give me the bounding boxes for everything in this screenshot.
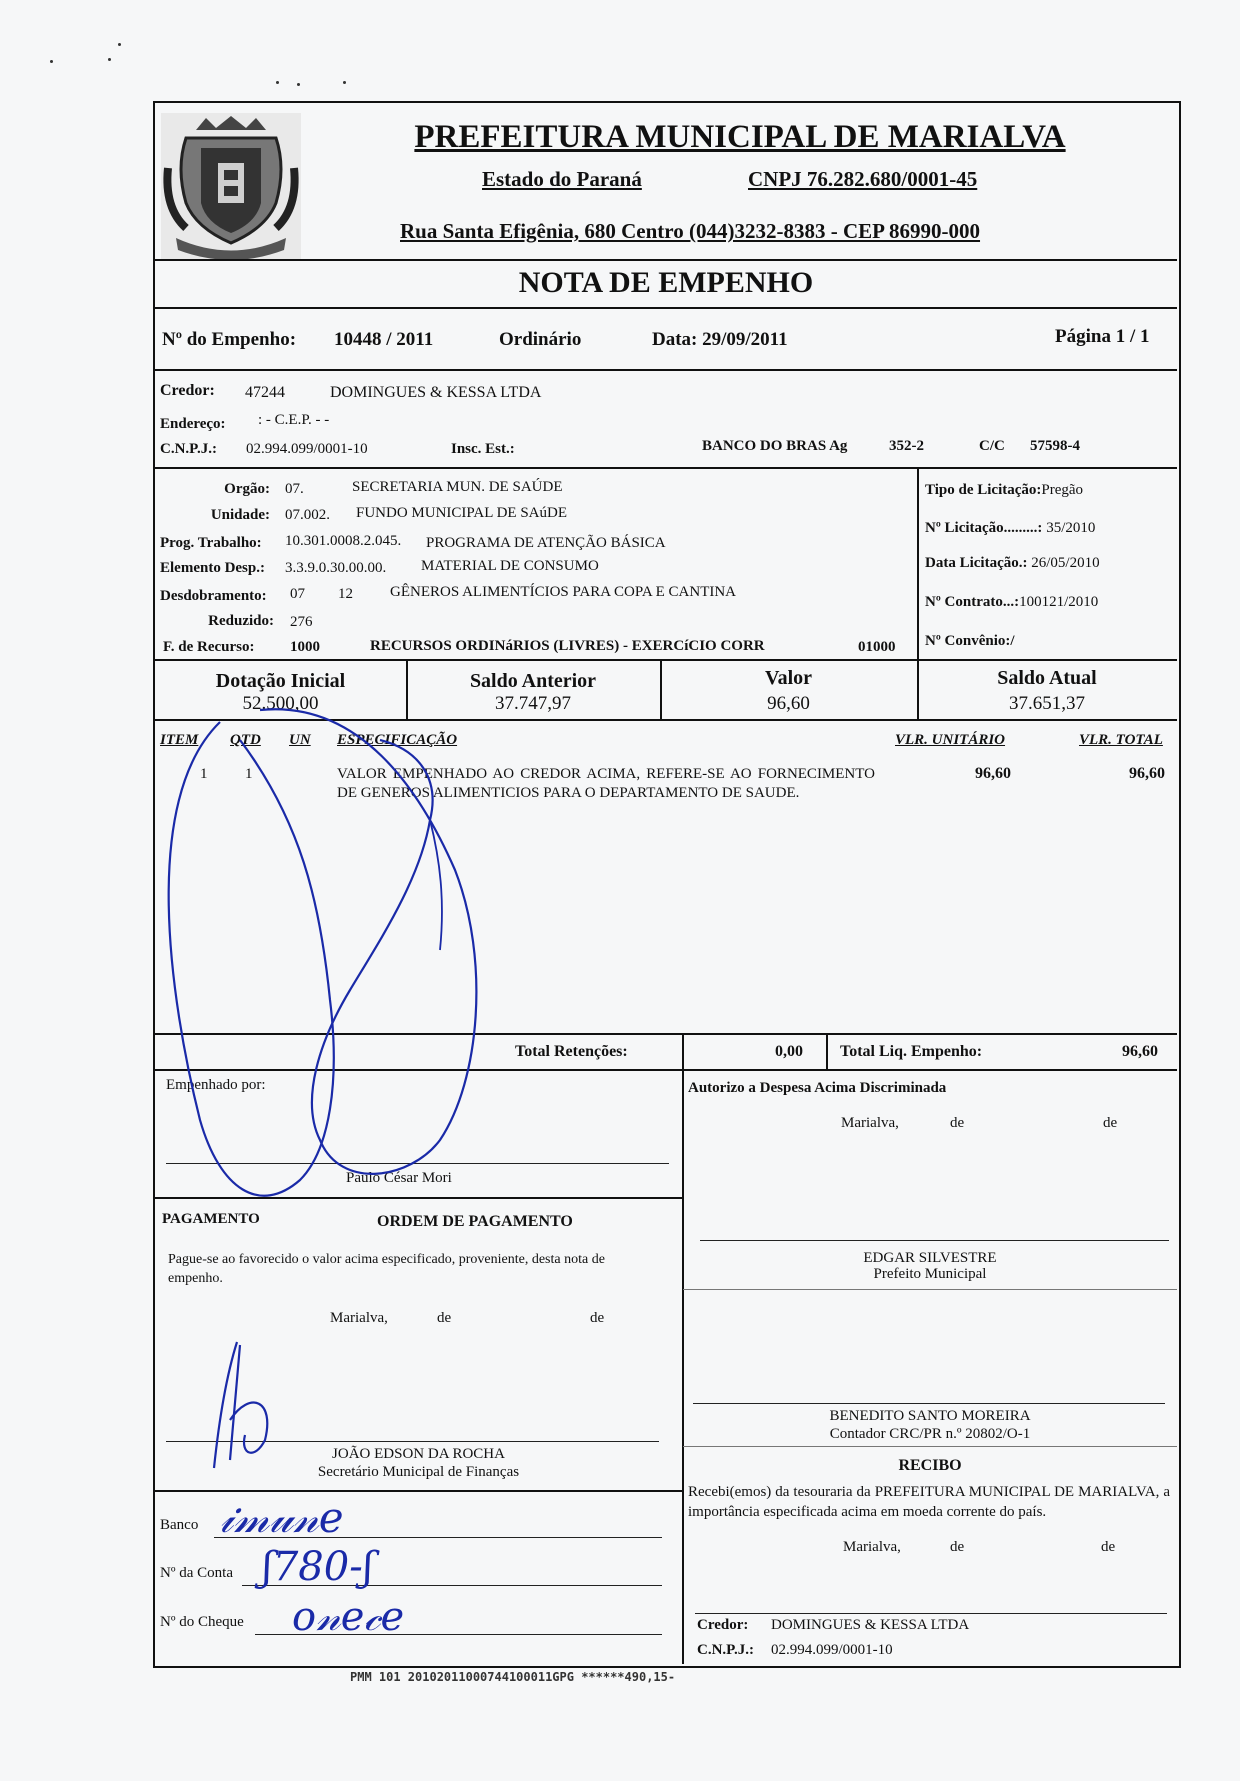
total-liquido-label: Total Liq. Empenho: [840,1043,983,1060]
autorizo-de-1: de [950,1115,965,1131]
conta-label: Nº da Conta [160,1565,233,1581]
column-header-un: UN [289,732,311,748]
empenho-date: Data: 29/09/2011 [652,329,788,350]
recibo-de-1: de [950,1539,965,1555]
dotacao-inicial-label: Dotação Inicial [215,670,346,692]
empenho-type: Ordinário [499,329,582,350]
recibo-cnpj: 02.994.099/0001-10 [771,1642,893,1658]
banco-label: Banco [160,1517,199,1533]
elemento-label: Elemento Desp.: [160,560,265,576]
recibo-text: Recebi(emos) da tesouraria da PREFEITURA MUNICIPAL DE MARIALVA, a importância especificada acima em moeda corrente do país. [688,1484,1170,1520]
secretario-name: JOÃO EDSON DA ROCHA [332,1446,505,1462]
document-title: NOTA DE EMPENHO [518,266,814,299]
pagamento-de-1: de [437,1310,452,1326]
numero-contrato: Nº Contrato...:100121/2010 [925,594,1099,610]
total-retencoes-label: Total Retenções: [515,1043,628,1060]
contador-title: Contador CRC/PR n.º 20802/O-1 [829,1426,1031,1442]
cnpj-label-credor: C.N.P.J.: [160,441,217,457]
footer-code: PMM 101 20102011000744100011GPG ******490,15- [350,1670,676,1684]
account-number: 57598-4 [1030,438,1080,454]
handwritten-account: ʃ780-ʃ [262,1544,374,1590]
saldo-atual-label: Saldo Atual [997,667,1097,689]
recibo-city: Marialva, [843,1539,901,1555]
item-unit-value: 96,60 [975,765,1011,782]
item-total-value: 96,60 [1129,765,1165,782]
cheque-label: Nº do Cheque [160,1614,244,1630]
page-title: PREFEITURA MUNICIPAL DE MARIALVA [414,119,1066,155]
fonte-recurso-label: F. de Recurso: [163,639,255,655]
handwritten-cheque: 𝑜𝓃𝑒𝒸𝑒 [292,1594,405,1640]
elemento-desc: MATERIAL DE CONSUMO [421,558,599,574]
bank-label: BANCO DO BRAS Ag [702,438,848,454]
credor-cnpj: 02.994.099/0001-10 [246,441,368,457]
prog-trabalho-code: 10.301.0008.2.045. [285,533,402,549]
column-header-especificacao: ESPECIFICAÇÃO [337,732,458,748]
endereco-value: : - C.E.P. - - [258,412,330,428]
tipo-licitacao-label: Tipo de Licitação:Pregão [925,482,1084,498]
pagamento-de-2: de [590,1310,605,1326]
unidade-code: 07.002. [285,507,330,523]
unidade-label: Unidade: [210,507,270,523]
account-label: C/C [979,438,1005,454]
pagamento-city: Marialva, [330,1310,388,1326]
orgao-desc: SECRETARIA MUN. DE SAÚDE [352,479,563,495]
recibo-credor-label: Credor: [697,1617,749,1633]
saldo-atual-value: 37.651,37 [1009,693,1085,714]
numero-convenio: Nº Convênio:/ [925,633,1015,649]
recibo-de-2: de [1101,1539,1116,1555]
handwritten-bank: 𝒾𝓂𝓊𝓃𝑒 [220,1493,344,1542]
empenhado-por-label: Empenhado por: [166,1077,266,1093]
total-liquido-value: 96,60 [1122,1043,1158,1060]
unidade-desc: FUNDO MUNICIPAL DE SAúDE [356,505,567,521]
valor-value: 96,60 [767,693,810,714]
empenho-number-label: Nº do Empenho: [162,329,297,350]
autorizo-city: Marialva, [841,1115,899,1131]
reduzido-label: Reduzido: [208,613,274,629]
empenho-number: 10448 / 2011 [334,329,434,350]
item-qtd: 1 [245,766,253,782]
fonte-recurso-code: 1000 [290,639,320,655]
prefeito-title: Prefeito Municipal [873,1266,987,1282]
state-label: Estado do Paraná [482,167,642,191]
desdobramento-desc: GÊNEROS ALIMENTÍCIOS PARA COPA E CANTINA [390,584,737,600]
contador-name: BENEDITO SANTO MOREIRA [829,1408,1031,1424]
item-number: 1 [200,766,208,782]
desdobramento-sub: 12 [338,586,353,602]
desdobramento-code: 07 [290,586,305,602]
insc-est-label: Insc. Est.: [451,441,515,457]
numero-licitacao: Nº Licitação.........: 35/2010 [925,520,1096,536]
endereco-label: Endereço: [160,416,226,432]
dotacao-inicial-value: 52.500,00 [242,693,319,714]
column-header-vlr-unitario: VLR. UNITÁRIO [895,732,1006,748]
prog-trabalho-desc: PROGRAMA DE ATENÇÃO BÁSICA [426,535,666,551]
ordem-pagamento-label: ORDEM DE PAGAMENTO [377,1213,573,1230]
desdobramento-label: Desdobramento: [160,588,267,604]
orgao-code: 07. [285,481,304,497]
bank-agency: 352-2 [889,438,924,454]
elemento-code: 3.3.9.0.30.00.00. [285,560,387,576]
secretario-title: Secretário Municipal de Finanças [317,1464,520,1480]
recibo-label: RECIBO [898,1457,962,1474]
credor-code: 47244 [245,384,285,401]
prefeito-name: EDGAR SILVESTRE [863,1250,997,1266]
column-header-item: ITEM [160,732,199,748]
column-header-qtd: QTD [230,732,261,748]
empenhado-por-name: Paulo César Mori [346,1170,452,1186]
orgao-label: Orgão: [224,481,270,497]
address-label: Rua Santa Efigênia, 680 Centro (044)3232-8383 - CEP 86990-000 [400,219,981,243]
prog-trabalho-label: Prog. Trabalho: [160,535,262,551]
pagamento-text: Pague-se ao favorecido o valor acima especificado, proveniente, desta nota de empenho. [168,1252,605,1286]
page-number: Página 1 / 1 [1055,326,1150,347]
credor-name: DOMINGUES & KESSA LTDA [330,384,542,401]
reduzido-value: 276 [290,614,313,630]
total-retencoes-value: 0,00 [775,1043,803,1060]
cnpj-label: CNPJ 76.282.680/0001-45 [748,167,978,191]
recibo-credor-name: DOMINGUES & KESSA LTDA [771,1617,970,1633]
data-licitacao: Data Licitação.: 26/05/2010 [925,555,1100,571]
valor-label: Valor [764,667,813,689]
autorizo-label: Autorizo a Despesa Acima Discriminada [688,1080,947,1096]
saldo-anterior-label: Saldo Anterior [469,670,597,692]
fonte-recurso-desc: RECURSOS ORDINáRIOS (LIVRES) - EXERCíCIO CORR [370,638,765,654]
fonte-recurso-number: 01000 [858,639,896,655]
column-header-vlr-total: VLR. TOTAL [1079,732,1163,748]
credor-label: Credor: [160,382,215,399]
item-description: VALOR EMPENHADO AO CREDOR ACIMA, REFERE-SE AO FORNECIMENTO DE GENEROS ALIMENTICIOS PARA O DEPARTAMENTO DE SAUDE. [337,766,875,801]
recibo-cnpj-label: C.N.P.J.: [697,1642,754,1658]
pagamento-label: PAGAMENTO [162,1211,260,1227]
saldo-anterior-value: 37.747,97 [495,693,571,714]
autorizo-de-2: de [1103,1115,1118,1131]
